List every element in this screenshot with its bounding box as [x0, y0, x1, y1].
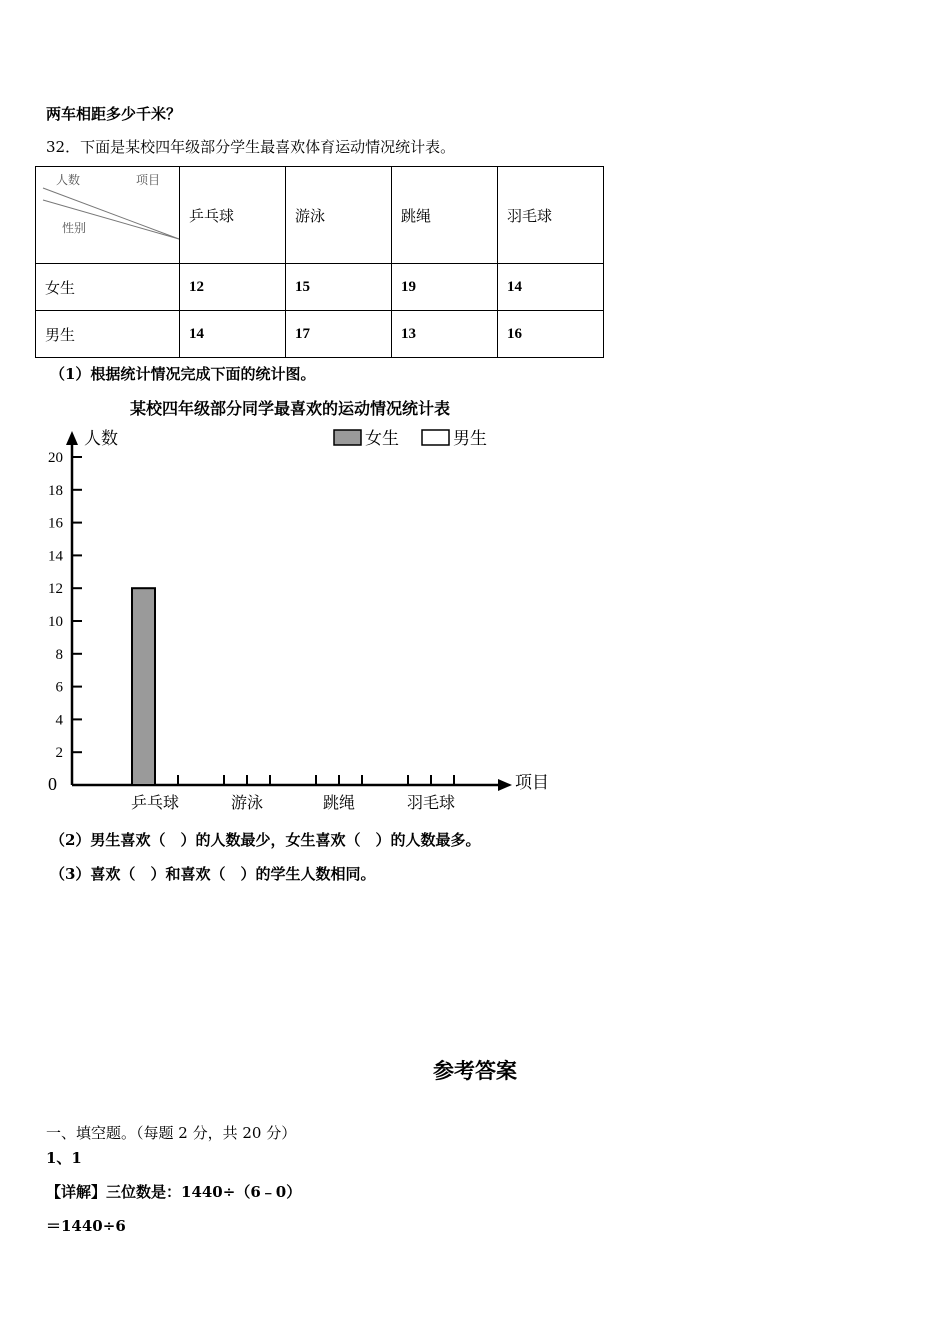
y-tick-label: 2	[55, 745, 63, 762]
bar-girls	[132, 588, 155, 785]
x-category-label: 游泳	[230, 793, 264, 812]
col-header: 跳绳	[392, 167, 498, 264]
table-cell: 19	[392, 264, 498, 311]
y-axis-arrow	[66, 431, 78, 445]
table-cell: 16	[498, 311, 604, 358]
x-axis-label: 项目	[515, 773, 549, 793]
y-tick-label: 6	[55, 679, 63, 696]
q32-stem: 32．下面是某校四年级部分学生最喜欢体育运动情况统计表。	[46, 138, 456, 156]
corner-label-item: 项目	[136, 173, 161, 187]
y-tick-label: 12	[48, 581, 63, 598]
table-cell: 12	[180, 264, 286, 311]
bars	[132, 588, 155, 785]
table-cell: 15	[286, 264, 392, 311]
col-header: 游泳	[286, 167, 392, 264]
col-header: 乒乓球	[180, 167, 286, 264]
legend	[334, 429, 487, 449]
chart-title: 某校四年级部分同学最喜欢的运动情况统计表	[129, 399, 451, 418]
y-tick-label: 0	[48, 774, 57, 794]
y-tick-label: 20	[48, 450, 63, 466]
answer-detail: 【详解】三位数是：1440÷（6﹣0）	[46, 1183, 302, 1201]
y-tick-label: 10	[48, 614, 63, 630]
answer-item-1: 1、1	[46, 1149, 82, 1167]
answer-section-1: 一、填空题。（每题 2 分，共 20 分）	[46, 1124, 297, 1142]
table-row	[36, 264, 604, 311]
table-row	[36, 311, 604, 358]
col-header: 羽毛球	[498, 167, 604, 264]
answer-calc: ＝1440÷6	[46, 1217, 126, 1235]
row-label: 女生	[36, 264, 180, 311]
legend-label: 男生	[453, 429, 487, 449]
x-axis-arrow	[498, 779, 512, 791]
y-tick-label: 14	[48, 548, 63, 565]
legend-swatch	[334, 430, 361, 445]
row-label: 男生	[36, 311, 180, 358]
y-axis-label: 人数	[84, 429, 118, 449]
table-corner-cell	[36, 167, 180, 264]
q32-part1: （1）根据统计情况完成下面的统计图。	[50, 365, 316, 383]
legend-label: 女生	[365, 429, 399, 449]
corner-label-count: 人数	[56, 173, 81, 187]
x-category-label: 羽毛球	[406, 793, 456, 812]
x-category-label: 跳绳	[322, 793, 356, 812]
table-cell: 14	[180, 311, 286, 358]
x-category-label: 乒乓球	[130, 793, 180, 812]
stats-table	[35, 166, 604, 358]
q31-tail-text: 两车相距多少千米？	[46, 105, 182, 123]
bar-chart	[30, 395, 570, 820]
table-cell: 17	[286, 311, 392, 358]
table-cell: 13	[392, 311, 498, 358]
y-ticks	[48, 450, 82, 794]
answer-title: 参考答案	[433, 1059, 517, 1083]
corner-label-gender: 性别	[62, 221, 87, 235]
y-tick-label: 4	[55, 712, 63, 729]
y-tick-label: 16	[48, 515, 63, 532]
legend-swatch	[422, 430, 449, 445]
y-tick-label: 8	[55, 646, 63, 663]
q32-part3: （3）喜欢（ ）和喜欢（ ）的学生人数相同。	[50, 865, 376, 883]
table-cell: 14	[498, 264, 604, 311]
y-tick-label: 18	[48, 482, 63, 499]
q32-part2: （2）男生喜欢（ ）的人数最少，女生喜欢（ ）的人数最多。	[50, 831, 481, 849]
x-categories	[131, 775, 455, 812]
